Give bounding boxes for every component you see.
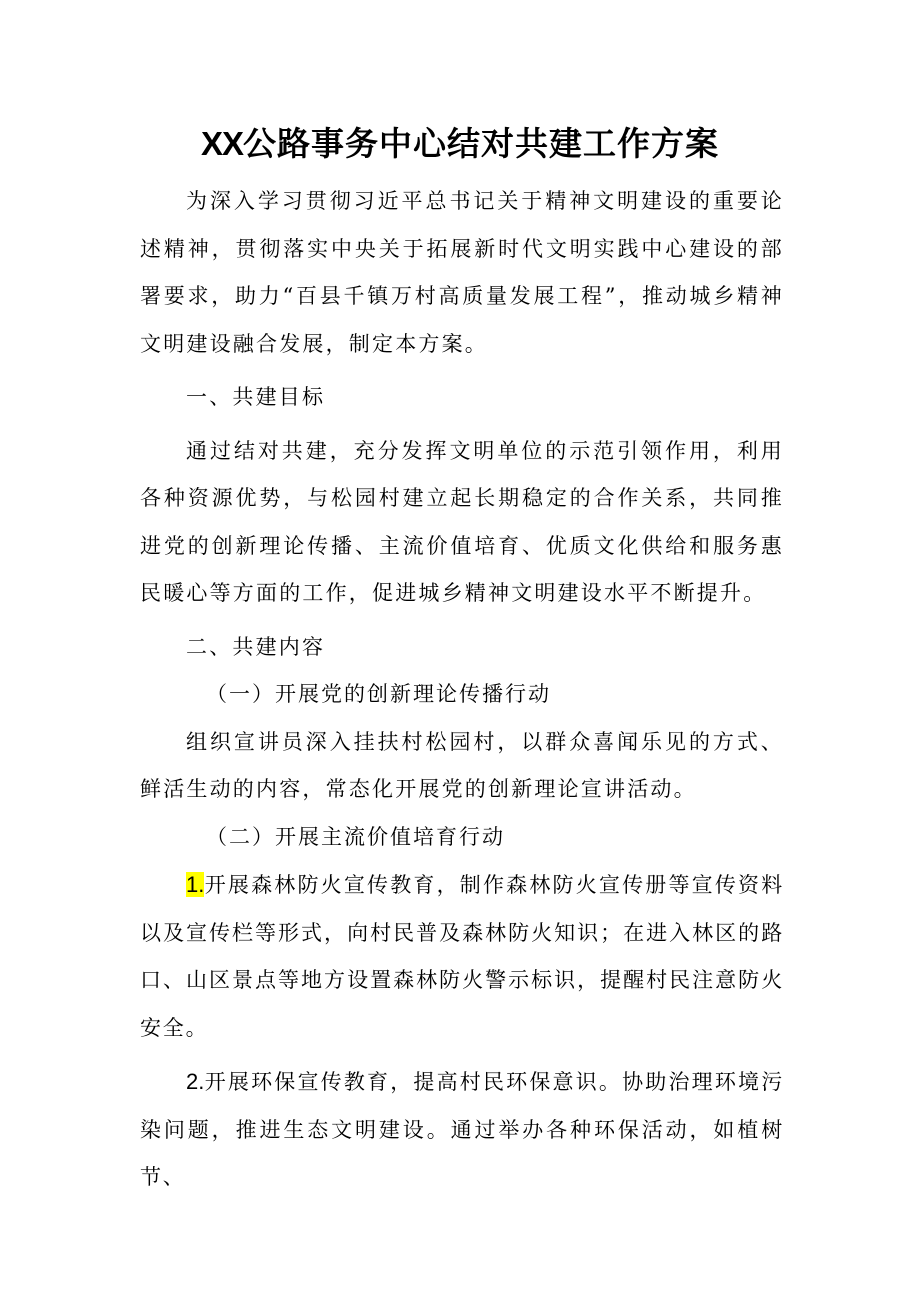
list-item-number: 2. <box>186 1069 205 1094</box>
theory-paragraph: 组织宣讲员深入挂扶村松园村，以群众喜闻乐见的方式、鲜活生动的内容，常态化开展党的创新理论宣讲活动。 <box>140 729 784 801</box>
list-item-environment <box>140 1058 784 1202</box>
section-heading-content: 二、共建内容 <box>186 634 326 659</box>
list-item-text: 开展环保宣传教育，提高村民环保意识。协助治理环境污染问题，推进生态文明建设。通过举办各种环保活动，如植树节、 <box>140 1070 784 1189</box>
list-item-fire-prevention <box>140 861 784 1052</box>
page-title <box>0 120 920 168</box>
intro-paragraph: 为深入学习贯彻习近平总书记关于精神文明建设的重要论述精神，贯彻落实中央关于拓展新时代文明实践中心建设的部署要求，助力“百县千镇万村高质量发展工程”，推动城乡精神文明建设融合发展，制定本方案。 <box>140 189 784 356</box>
list-item-number-highlighted: 1. <box>186 872 205 897</box>
subsection-heading-values: （二）开展主流价值培育行动 <box>206 824 505 849</box>
goals-paragraph: 通过结对共建，充分发挥文明单位的示范引领作用，利用各种资源优势，与松园村建立起长期稳定的合作关系，共同推进党的创新理论传播、主流价值培育、优质文化供给和服务惠民暖心等方面的工作，促进城乡精神文明建设水平不断提升。 <box>140 438 784 605</box>
section-heading-goals: 一、共建目标 <box>186 385 326 409</box>
document-body <box>140 178 784 1202</box>
title-prefix: XX <box>200 125 244 162</box>
subsection-heading-theory: （一）开展党的创新理论传播行动 <box>206 682 551 706</box>
title-text: 公路事务中心结对共建工作方案 <box>243 124 720 163</box>
list-item-text: 开展森林防火宣传教育，制作森林防火宣传册等宣传资料以及宣传栏等形式，向村民普及森林防火知识；在进入林区的路口、山区景点等地方设置森林防火警示标识，提醒村民注意防火安全。 <box>140 873 784 1040</box>
